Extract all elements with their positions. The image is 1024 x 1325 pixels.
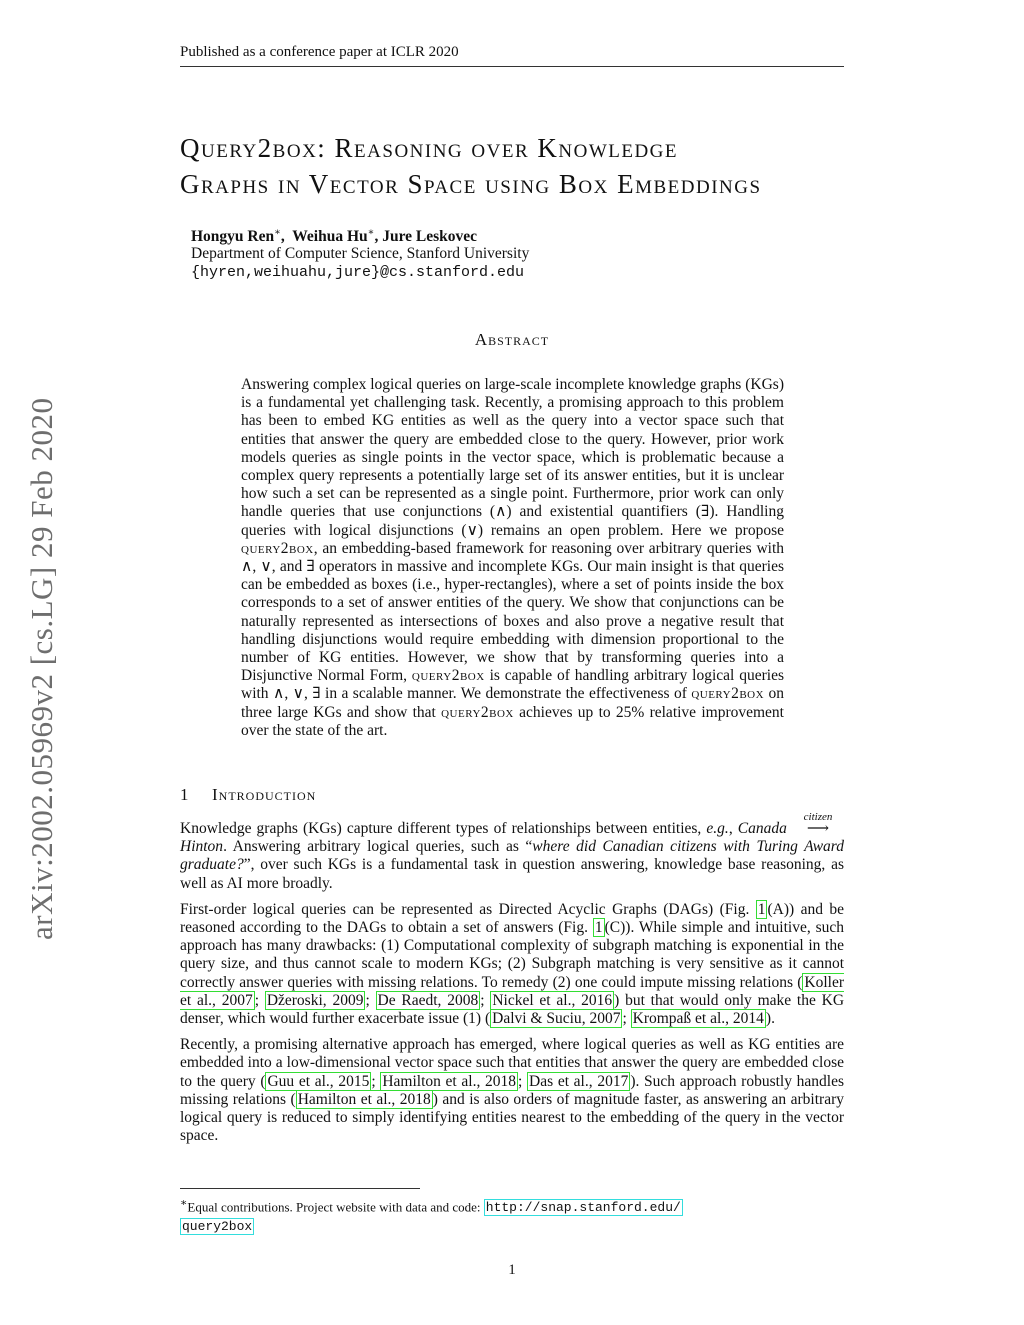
project-url-link-cont[interactable]: query2box <box>182 1219 253 1235</box>
section-title: Introduction <box>212 785 317 804</box>
author-list: Hongyu Ren∗, Weihua Hu∗, Jure Leskovec <box>191 227 478 246</box>
citation-link[interactable]: Hamilton et al., 2018 <box>297 1090 431 1108</box>
title-line-2: Graphs in Vector Space using Box Embeddings <box>180 169 762 199</box>
relation-arrow: citizen ⟶ <box>792 820 844 838</box>
figure-ref-link[interactable]: 1 <box>594 919 603 937</box>
section-number: 1 <box>180 785 190 804</box>
equal-contrib-mark: ∗ <box>274 227 281 238</box>
page-number: 1 <box>508 1262 516 1278</box>
intro-body <box>180 811 845 1153</box>
method-name: query2box <box>411 667 485 685</box>
figure-ref-link[interactable]: 1 <box>757 900 766 918</box>
citation-link[interactable]: Dalvi & Suciu, 2007 <box>492 1010 621 1028</box>
author-name: Hongyu Ren <box>191 228 275 246</box>
citation-link[interactable]: Džeroski, 2009 <box>266 991 364 1009</box>
author-name: Jure Leskovec <box>382 228 478 246</box>
arxiv-stamp: arXiv:2002.05969v2 [cs.LG] 29 Feb 2020 <box>24 397 59 940</box>
citation-link[interactable]: Das et al., 2017 <box>529 1072 629 1090</box>
citation-link[interactable]: Nickel et al., 2016 <box>492 991 613 1009</box>
footnote-rule <box>180 1188 420 1189</box>
citation-link[interactable]: Krompaß et al., 2014 <box>632 1010 764 1028</box>
citation-link[interactable]: Guu et al., 2015 <box>267 1072 370 1090</box>
abstract-body: Answering complex logical queries on large-scale incomplete knowledge graphs (KGs) is a fundamental yet challenging task. Recently, a promising approach to this problem has been to embed KG entities as well as the query into a vector space such that entities that answer the query are embedded close to the query. However, prior work models queries as single points in the vector space, which is problematic because a complex query represents a potentially large set of its answer entities, but it is unclear how such a set can be represented as a single point. Furthermore, prior work can only handle queries that use conjunctions (∧) and existential quantifiers (∃). Handling queries with logical disjunctions (∨) remains an open problem. Here we propose query2box, an embedding-based framework for reasoning over arbitrary queries with ∧, ∨, and ∃ operators in massive and incomplete KGs. Our main insight is that queries can be embedded as boxes (i.e., hyper-rectangles), where a set of points inside the box corresponds to a set of answer entities of the query. We show that conjunctions can be naturally represented as intersections of boxes and also prove a negative result that handling disjunctions would require embedding with dimension proportional to the number of KG entities. However, we show that by transforming queries into a Disjunctive Normal Form, query2box is capable of handling arbitrary logical queries with ∧, ∨, ∃ in a scalable manner. We demonstrate the effectiveness of query2box on three large KGs and show that query2box achieves up to 25% relative improvement over the state of the art. <box>241 376 784 739</box>
citation-link[interactable]: De Raedt, 2008 <box>377 991 479 1009</box>
intro-paragraph-3: Recently, a promising alternative approach has emerged, where logical queries as well as KG entities are embedded into a low-dimensional vector space such that entities that answer the query are embedded close to the query ( Guu et al., 2015 ; Hamilton et al., 2018 ; Das et al., 2017 ). Such approach robustly handles missing relations ( Hamilton et al., 2018 ) and is also orders of magnitude faster, as answering an arbitrary logical query is reduced to simply identifying entities nearest to the embedding of the query in the vector space. <box>180 1036 845 1145</box>
citation-link[interactable]: Hamilton et al., 2018 <box>382 1072 517 1090</box>
method-name: query2box <box>691 685 765 703</box>
affiliation: Department of Computer Science, Stanford University <box>191 245 530 262</box>
relation-label: citizen <box>803 811 833 823</box>
running-header: Published as a conference paper at ICLR 2020 <box>180 44 844 67</box>
section-heading <box>180 785 316 805</box>
intro-paragraph-1: Knowledge graphs (KGs) capture different types of relationships between entities, e.g., Canada citizen ⟶ Hinton. Answering arbitrary logical queries, such as “where did Canadian citizens with Turing Award graduate?”, over such KGs is a fundamental task in question answering, knowledge base reasoning, as well as AI more broadly. <box>180 820 844 893</box>
citation-link[interactable]: Koller et al., 2007 <box>180 973 844 1009</box>
title-line-1: Query2box: Reasoning over Knowledge <box>180 133 679 163</box>
project-url-link[interactable]: http://snap.stanford.edu/ <box>485 1200 681 1216</box>
method-name: query2box <box>241 539 314 557</box>
author-emails: {hyren,weihuahu,jure}@cs.stanford.edu <box>191 264 525 281</box>
abstract-heading: Abstract <box>474 330 550 349</box>
paper-title <box>180 130 860 202</box>
method-name: query2box <box>441 703 514 721</box>
footnote-mark: ∗ <box>180 1197 188 1209</box>
equal-contrib-mark: ∗ <box>367 227 375 238</box>
intro-paragraph-2: First-order logical queries can be represented as Directed Acyclic Graphs (DAGs) (Fig. 1 (A)) and be reasoned according to the DAGs to obtain a set of answers (Fig. 1 (C)). While simple and intuitive, such approach has many drawbacks: (1) Computational complexity of subgraph matching is exponential in the query size, and thus cannot scale to modern KGs; (2) Subgraph matching is very sensitive as it cannot correctly answer queries with missing relations. To remedy (2) one could impute missing relations ( Koller et al., 2007 ; Džeroski, 2009 ; De Raedt, 2008 ; Nickel et al., 2016 ) but that would only make the KG denser, which would further exacerbate issue (1) ( Dalvi & Suciu, 2007 ; Krompaß et al., 2014 ). <box>180 900 845 1028</box>
footnote-text: Equal contributions. Project website with data and code: <box>187 1199 484 1215</box>
author-name: Weihua Hu <box>292 228 368 246</box>
footnote <box>180 1194 844 1236</box>
